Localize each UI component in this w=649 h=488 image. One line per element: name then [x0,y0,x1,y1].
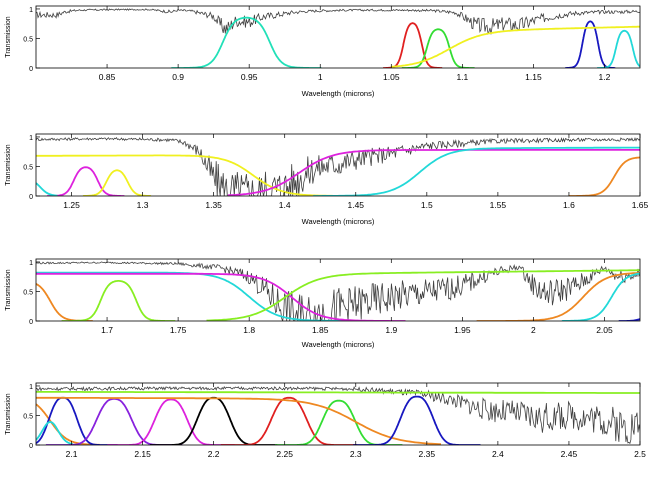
x-tick-label: 1.45 [347,200,365,210]
x-tick-label: 1.2 [598,72,611,82]
x-tick-label: 2.35 [418,449,436,459]
x-tick-label: 1.6 [563,200,575,210]
chart-panel-1 [5,6,640,98]
x-tick-label: 1.75 [169,325,187,335]
filter-curve-7 [569,158,640,197]
y-tick-label: 0.5 [23,413,33,421]
filter-curve-6 [477,273,640,321]
filter-curve-4 [36,274,406,321]
x-tick-label: 2.5 [634,449,646,459]
x-tick-label: 0.95 [240,72,258,82]
x-tick-label: 2.25 [276,449,293,459]
filter-curve-8 [275,401,402,445]
chart-panel-4 [5,383,646,459]
y-tick-label: 0.5 [23,164,33,172]
x-tick-label: 2.05 [596,325,613,335]
x-tick-label: 1.7 [101,325,113,335]
chart-panel-3 [5,259,640,349]
atmosphere-transmission-line [36,387,640,444]
x-tick-label: 2.1 [65,449,78,459]
chart-panel-2 [5,134,649,226]
x-tick-label: 2.45 [560,449,578,459]
filter-curve-3 [402,29,475,68]
filter-curve-1 [36,284,93,321]
x-tick-label: 1.05 [383,72,400,82]
x-tick-label: 2.15 [134,449,151,459]
x-tick-label: 1.35 [205,200,222,210]
x-tick-label: 1.95 [454,325,471,335]
y-tick-label: 0 [29,319,33,326]
x-tick-label: 1.3 [136,200,149,210]
y-axis-label: Transmission [5,144,12,186]
y-tick-label: 0 [29,443,33,450]
filter-curve-1 [171,18,321,68]
y-tick-label: 0 [29,194,33,201]
y-tick-label: 1 [29,259,33,267]
x-tick-label: 1.55 [489,200,507,210]
plot-frame [36,6,640,68]
filter-curve-2 [62,281,176,321]
x-tick-label: 1.65 [631,200,649,210]
x-tick-label: 2.4 [491,449,504,459]
x-tick-label: 1 [317,72,323,82]
y-axis-label: Transmission [5,16,12,58]
x-tick-label: 2 [531,325,536,335]
y-tick-label: 0.5 [23,36,33,44]
x-axis-label: Wavelength (microns) [301,89,375,98]
x-tick-label: 1.9 [385,325,398,335]
filter-curve-6 [36,183,57,196]
y-tick-label: 0 [29,66,33,73]
atmosphere-transmission-line [36,138,640,196]
x-tick-label: 2.2 [207,449,220,459]
filter-curve-3 [36,422,73,444]
atmosphere-transmission-line [36,9,640,34]
y-tick-label: 1 [29,383,33,391]
x-tick-label: 0.9 [172,72,185,82]
filter-curve-7 [221,398,357,445]
x-tick-label: 1.5 [420,200,433,210]
y-tick-label: 1 [29,6,33,14]
y-tick-label: 1 [29,134,33,142]
x-tick-label: 1.8 [243,325,256,335]
x-tick-label: 1.15 [525,72,542,82]
x-axis-label: Wavelength (microns) [301,340,375,349]
filter-curve-11 [36,392,640,393]
x-tick-label: 1.4 [278,200,291,210]
filter-curve-4 [228,150,640,195]
filter-curve-6 [150,398,277,445]
x-axis-label: Wavelength (microns) [301,217,375,226]
x-tick-label: 1.25 [63,200,80,210]
filter-curve-5 [107,400,234,446]
filter-curve-2 [36,398,118,445]
plot-frame [36,134,640,196]
y-axis-label: Transmission [5,269,12,311]
y-axis-label: Transmission [5,393,12,435]
x-tick-label: 0.85 [98,72,116,82]
x-tick-label: 1.1 [456,72,469,82]
filter-curve-3 [83,170,151,196]
y-tick-label: 0.5 [23,289,33,297]
filter-curve-2 [383,23,442,68]
x-tick-label: 2.3 [349,449,362,459]
x-tick-label: 1.85 [311,325,329,335]
